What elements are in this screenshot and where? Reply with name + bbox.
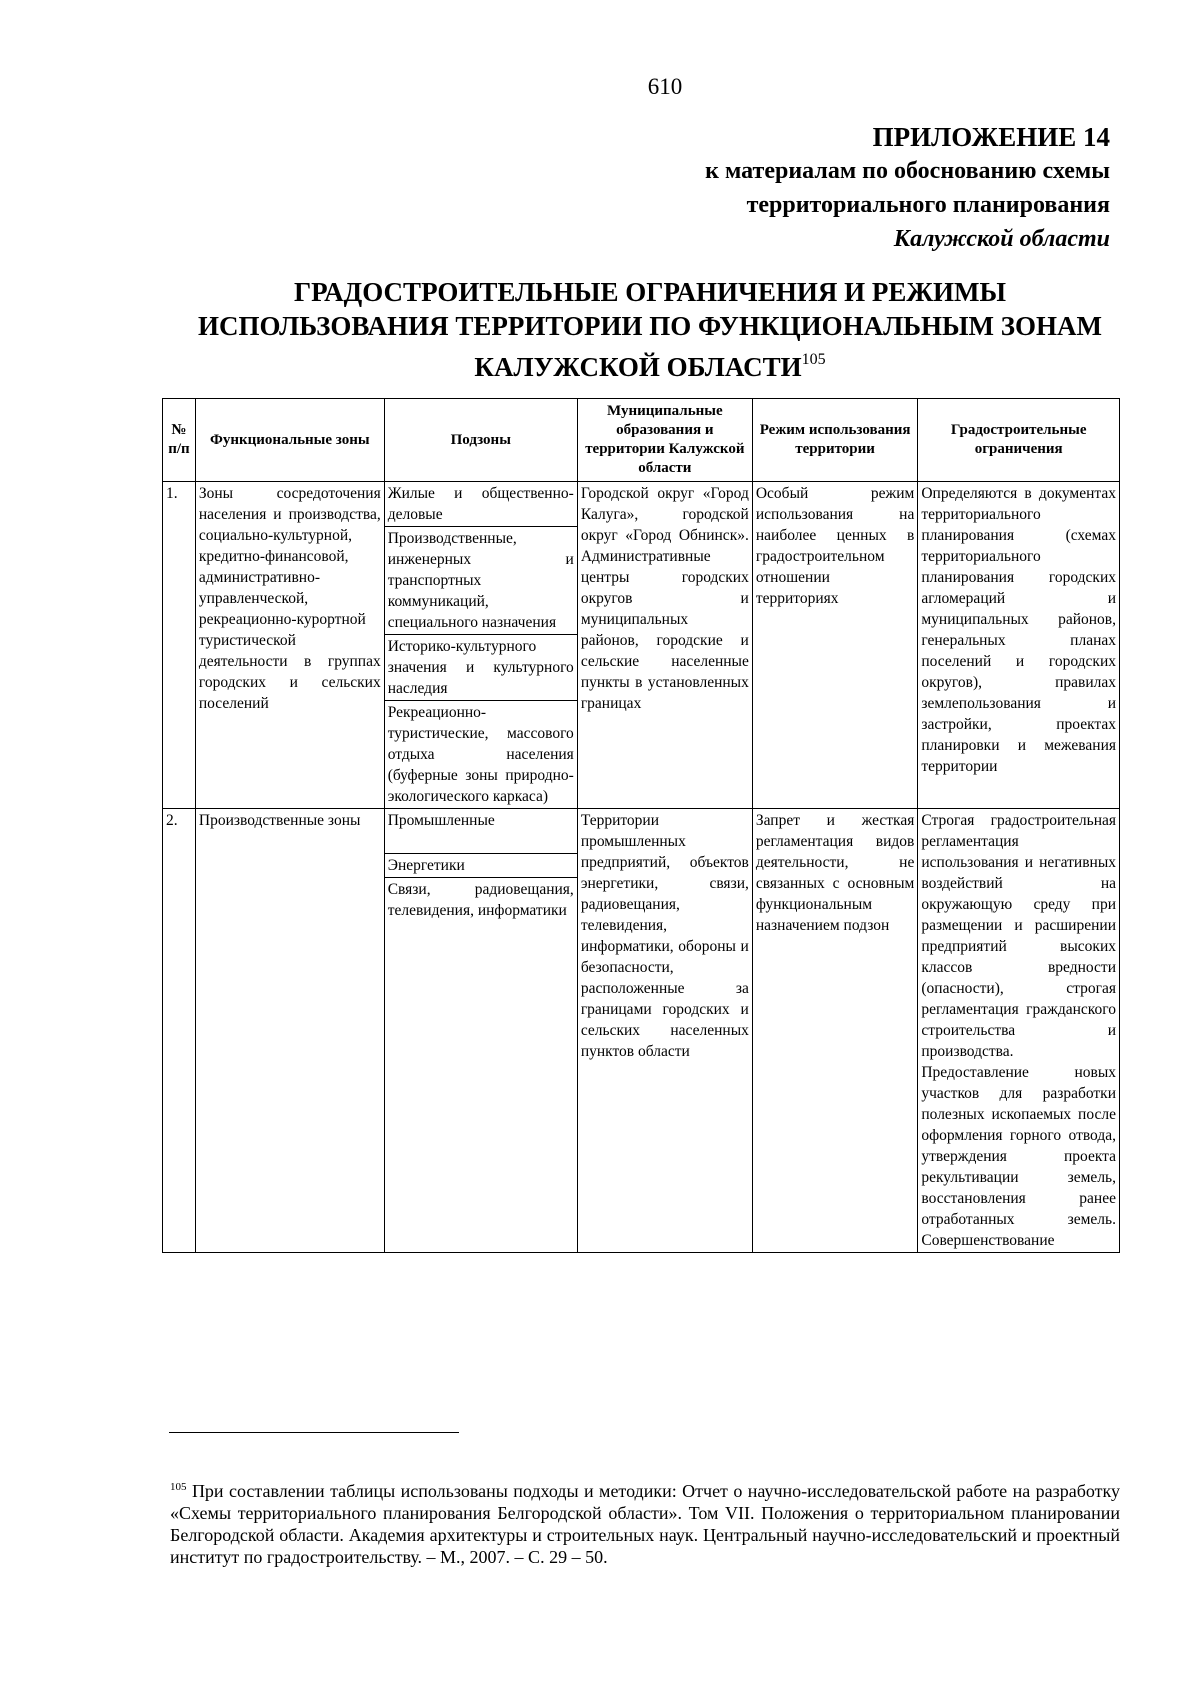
row-municipal: Территории промышленных предприятий, объектов энергетики, связи, радиовещания, телевидения, информатики, обороны и безопасности, расположенные за границами городских и сельских населенных пунктов области [577, 809, 752, 1253]
appendix-line-1: к материалам по обоснованию схемы [705, 158, 1110, 184]
subzone-item: Энергетики [385, 854, 577, 878]
footnote-number: 105 [170, 1481, 187, 1493]
table-row [163, 809, 1120, 1253]
footnote [170, 1476, 1120, 1568]
row-subzones [384, 809, 577, 1253]
row-subzones [384, 482, 577, 809]
row-zone: Производственные зоны [195, 809, 384, 1253]
header-municipal: Муниципальные образования и территории Калужской области [577, 399, 752, 482]
appendix-line-3: Калужской области [893, 226, 1110, 252]
title-line-3-text: КАЛУЖСКОЙ ОБЛАСТИ [474, 352, 802, 382]
table-header-row [163, 399, 1120, 482]
title-line-3 [150, 343, 1150, 384]
row-num: 1. [163, 482, 196, 809]
subzone-item: Связи, радиовещания, телевидения, информатики [387, 881, 574, 919]
document-title [150, 275, 1150, 384]
title-line-1: ГРАДОСТРОИТЕЛЬНЫЕ ОГРАНИЧЕНИЯ И РЕЖИМЫ [293, 277, 1007, 307]
row-zone: Зоны сосредоточения населения и производства, социально-культурной, кредитно-финансовой, административно-управленческой, рекреационно-курортной туристической деятельности в группах городских и сельских поселений [195, 482, 384, 809]
appendix-heading [705, 120, 1110, 256]
subzone-item: Историко-культурного значения и культурного наследия [385, 635, 577, 701]
row-restrictions: Строгая градостроительная регламентация использования и негативных воздействий на окружающую среду при размещении и расширении предприятий высоких классов вредности (опасности), строгая регламентация гражданского строительства и производства. Предоставление новых участков для разработки полезных ископаемых после оформления горного отвода, утверждения проекта рекультивации земель, восстановления ранее отработанных земель. Совершенствование [918, 809, 1120, 1253]
header-zones: Функциональные зоны [195, 399, 384, 482]
footnote-ref[interactable]: 105 [801, 351, 826, 368]
zones-table [162, 398, 1120, 1253]
page-number: 610 [647, 74, 683, 99]
row-restrictions: Определяются в документах территориального планирования (схемах территориального планирования городских агломераций и муниципальных районов, генеральных планах поселений и городских округов), правилах землепользования и застройки, проектах планировки и межевания территории [918, 482, 1120, 809]
footnote-text: При составлении таблицы использованы подходы и методики: Отчет о научно-исследовательской работе на разработку «Схемы территориального планирования Белгородской области». Том VII. Положения о территориальном планировании Белгородской области. Академия архитектуры и строительных наук. Центральный научно-исследовательский и проектный институт по градостроительству. – М., 2007. – С. 29 – 50. [170, 1481, 1121, 1567]
header-regime: Режим использования территории [752, 399, 918, 482]
row-num: 2. [163, 809, 196, 1253]
header-restrictions: Градостроительные ограничения [918, 399, 1120, 482]
row-regime: Запрет и жесткая регламентация видов деятельности, не связанных с основным функциональным назначением подзон [752, 809, 918, 1253]
row-regime: Особый режим использования на наиболее ценных в градостроительном отношении территориях [752, 482, 918, 809]
appendix-line-2: территориального планирования [746, 192, 1110, 218]
table-row [163, 482, 1120, 809]
row-municipal: Городской округ «Город Калуга», городской округ «Город Обнинск». Административные центры городских округов и муниципальных районов, городские и сельские населенные пункты в установленных границах [577, 482, 752, 809]
footnote-separator [169, 1432, 459, 1433]
subzone-item: Рекреационно-туристические, массового отдыха населения (буферные зоны природно-экологического каркаса) [387, 704, 574, 805]
appendix-title: ПРИЛОЖЕНИЕ 14 [872, 122, 1110, 152]
header-num: № п/п [163, 399, 196, 482]
title-line-2: ИСПОЛЬЗОВАНИЯ ТЕРРИТОРИИ ПО ФУНКЦИОНАЛЬНЫМ ЗОНАМ [197, 311, 1103, 341]
subzone-item: Промышленные [385, 809, 577, 854]
subzone-item: Производственные, инженерных и транспортных коммуникаций, специального назначения [385, 527, 577, 635]
subzone-item: Жилые и общественно-деловые [385, 482, 577, 527]
header-subzones: Подзоны [384, 399, 577, 482]
